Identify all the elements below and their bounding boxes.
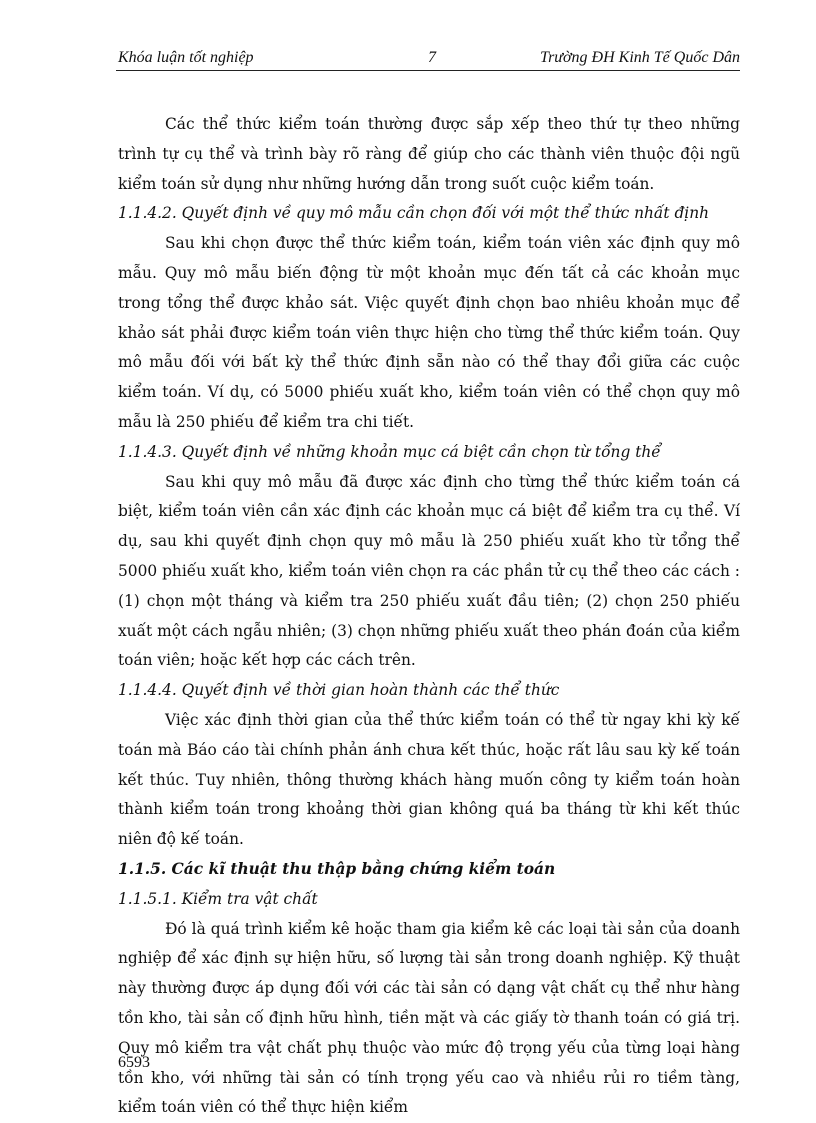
header-divider: [116, 70, 740, 71]
footer-document-id: 6593: [118, 1054, 150, 1071]
header-page-number: 7: [428, 49, 436, 66]
paragraph: Đó là quá trình kiểm kê hoặc tham gia kiểm kê các loại tài sản của doanh nghiệp để xác định sự hiện hữu, số lượng tài sản trong doanh nghiệp. Kỹ thuật này thường được áp dụng đối với các tài sản có dạng vật chất cụ thể như hàng tồn kho, tài sản cố định hữu hình, tiền mặt và các giấy tờ thanh toán có giá trị. Quy mô kiểm tra vật chất phụ thuộc vào mức độ trọng yếu của từng loại hàng tồn kho, với những tài sản có tính trọng yếu cao và nhiều rủi ro tiềm tàng, kiểm toán viên có thể thực hiện kiểm: [118, 919, 740, 1117]
section-heading-1-1-5: 1.1.5. Các kĩ thuật thu thập bằng chứng kiểm toán: [118, 859, 556, 878]
header-university: Trường ĐH Kinh Tế Quốc Dân: [540, 49, 740, 66]
paragraph: Sau khi quy mô mẫu đã được xác định cho từng thể thức kiểm toán cá biệt, kiểm toán viên cần xác định các khoản mục cá biệt để kiểm tra cụ thể. Ví dụ, sau khi quyết định chọn quy mô mẫu là 250 phiếu xuất kho từ tổng thể 5000 phiếu xuất kho, kiểm toán viên chọn ra các phần tử cụ thể theo các cách : (1) chọn một tháng và kiểm tra 250 phiếu xuất đầu tiên; (2) chọn 250 phiếu xuất một cách ngẫu nhiên; (3) chọn những phiếu xuất theo phán đoán của kiểm toán viên; hoặc kết hợp các cách trên.: [118, 472, 740, 670]
paragraph: Việc xác định thời gian của thể thức kiểm toán có thể từ ngay khi kỳ kế toán mà Báo cáo tài chính phản ánh chưa kết thúc, hoặc rất lâu sau kỳ kế toán kết thúc. Tuy nhiên, thông thường khách hàng muốn công ty kiểm toán hoàn thành kiểm toán trong khoảng thời gian không quá ba tháng từ khi kết thúc niên độ kế toán.: [118, 710, 740, 849]
section-heading-1-1-4-4: 1.1.4.4. Quyết định về thời gian hoàn thành các thể thức: [118, 681, 560, 700]
section-heading-1-1-4-2: 1.1.4.2. Quyết định về quy mô mẫu cần chọn đối với một thể thức nhất định: [118, 204, 710, 223]
section-heading-1-1-5-1: 1.1.5.1. Kiểm tra vật chất: [118, 889, 318, 908]
paragraph: Các thể thức kiểm toán thường được sắp xếp theo thứ tự theo những trình tự cụ thể và trình bày rõ ràng để giúp cho các thành viên thuộc đội ngũ kiểm toán sử dụng như những hướng dẫn trong suốt cuộc kiểm toán.: [118, 115, 740, 193]
section-heading-1-1-4-3: 1.1.4.3. Quyết định về những khoản mục cá biệt cần chọn từ tổng thể: [118, 442, 661, 461]
paragraph: Sau khi chọn được thể thức kiểm toán, kiểm toán viên xác định quy mô mẫu. Quy mô mẫu biến động từ một khoản mục đến tất cả các khoản mục trong tổng thể được khảo sát. Việc quyết định chọn bao nhiêu khoản mục để khảo sát phải được kiểm toán viên thực hiện cho từng thể thức kiểm toán. Quy mô mẫu đối với bất kỳ thể thức định sẵn nào có thể thay đổi giữa các cuộc kiểm toán. Ví dụ, có 5000 phiếu xuất kho, kiểm toán viên có thể chọn quy mô mẫu là 250 phiếu để kiểm tra chi tiết.: [118, 234, 740, 431]
document-body: [118, 110, 740, 1123]
header-thesis-title: Khóa luận tốt nghiệp: [118, 49, 254, 66]
